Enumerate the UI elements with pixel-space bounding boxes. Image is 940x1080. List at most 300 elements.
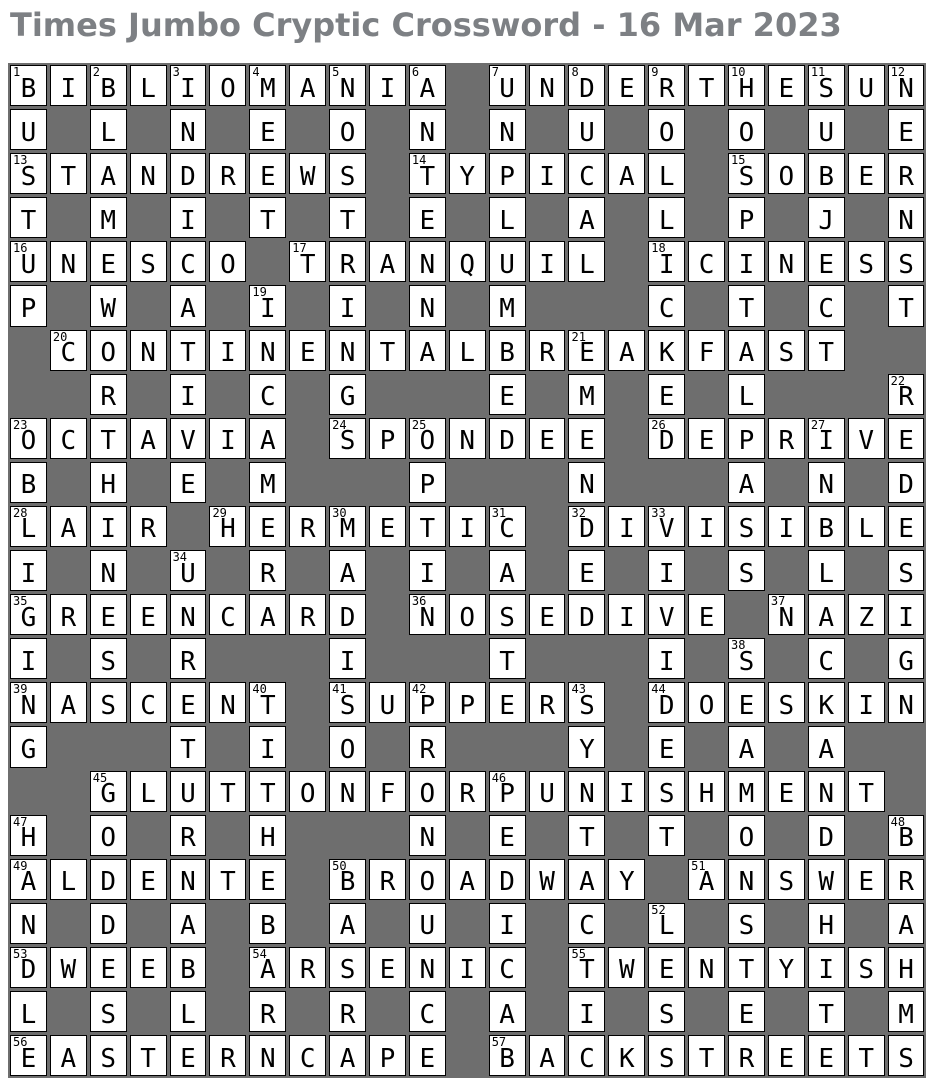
letter-cell-r17c22[interactable] — [848, 771, 885, 812]
letter-cell-r17c12[interactable] — [449, 771, 486, 812]
letter-cell-r19c10[interactable] — [369, 859, 406, 900]
letter-cell-r20c3[interactable] — [90, 903, 127, 944]
letter-cell-r1c3[interactable] — [90, 65, 127, 106]
letter-cell-r11c2[interactable] — [50, 506, 87, 547]
letter-cell-r2c17[interactable] — [648, 109, 685, 150]
letter-cell-r18c21[interactable] — [808, 815, 845, 856]
letter-cell-r6c9[interactable] — [329, 285, 366, 326]
letter-cell-r11c12[interactable] — [449, 506, 486, 547]
letter-cell-r1c22[interactable] — [848, 65, 885, 106]
letter-cell-r9c3[interactable] — [90, 418, 127, 459]
letter-cell-r14c19[interactable] — [728, 638, 765, 679]
letter-cell-r13c16[interactable] — [608, 594, 645, 635]
letter-cell-r8c5[interactable] — [170, 374, 207, 415]
letter-cell-r11c13[interactable] — [489, 506, 526, 547]
letter-cell-r22c13[interactable] — [489, 991, 526, 1032]
letter-cell-r13c17[interactable] — [648, 594, 685, 635]
letter-cell-r22c3[interactable] — [90, 991, 127, 1032]
letter-cell-r19c4[interactable] — [130, 859, 167, 900]
letter-cell-r12c5[interactable] — [170, 550, 207, 591]
letter-cell-r23c13[interactable] — [489, 1035, 526, 1076]
letter-cell-r14c23[interactable] — [888, 638, 925, 679]
letter-cell-r15c7[interactable] — [249, 682, 286, 723]
letter-cell-r4c7[interactable] — [249, 197, 286, 238]
letter-cell-r23c17[interactable] — [648, 1035, 685, 1076]
letter-cell-r7c15[interactable] — [568, 330, 605, 371]
letter-cell-r23c18[interactable] — [688, 1035, 725, 1076]
letter-cell-r15c5[interactable] — [170, 682, 207, 723]
letter-cell-r3c17[interactable] — [648, 153, 685, 194]
letter-cell-r23c8[interactable] — [289, 1035, 326, 1076]
letter-cell-r23c4[interactable] — [130, 1035, 167, 1076]
letter-cell-r19c14[interactable] — [529, 859, 566, 900]
letter-cell-r4c13[interactable] — [489, 197, 526, 238]
letter-cell-r23c19[interactable] — [728, 1035, 765, 1076]
letter-cell-r7c16[interactable] — [608, 330, 645, 371]
letter-cell-r2c9[interactable] — [329, 109, 366, 150]
letter-cell-r1c19[interactable] — [728, 65, 765, 106]
letter-cell-r19c12[interactable] — [449, 859, 486, 900]
letter-cell-r9c18[interactable] — [688, 418, 725, 459]
letter-cell-r13c12[interactable] — [449, 594, 486, 635]
letter-cell-r1c23[interactable] — [888, 65, 925, 106]
letter-cell-r9c6[interactable] — [209, 418, 246, 459]
letter-cell-r13c9[interactable] — [329, 594, 366, 635]
letter-cell-r21c17[interactable] — [648, 947, 685, 988]
letter-cell-r15c19[interactable] — [728, 682, 765, 723]
letter-cell-r18c15[interactable] — [568, 815, 605, 856]
letter-cell-r12c19[interactable] — [728, 550, 765, 591]
letter-cell-r7c7[interactable] — [249, 330, 286, 371]
letter-cell-r20c21[interactable] — [808, 903, 845, 944]
letter-cell-r7c19[interactable] — [728, 330, 765, 371]
letter-cell-r7c4[interactable] — [130, 330, 167, 371]
letter-cell-r22c1[interactable] — [10, 991, 47, 1032]
letter-cell-r11c19[interactable] — [728, 506, 765, 547]
letter-cell-r15c22[interactable] — [848, 682, 885, 723]
letter-cell-r8c23[interactable] — [888, 374, 925, 415]
letter-cell-r11c6[interactable] — [209, 506, 246, 547]
letter-cell-r12c11[interactable] — [409, 550, 446, 591]
letter-cell-r18c11[interactable] — [409, 815, 446, 856]
letter-cell-r10c11[interactable] — [409, 462, 446, 503]
letter-cell-r9c19[interactable] — [728, 418, 765, 459]
letter-cell-r7c8[interactable] — [289, 330, 326, 371]
letter-cell-r9c13[interactable] — [489, 418, 526, 459]
letter-cell-r1c14[interactable] — [529, 65, 566, 106]
letter-cell-r10c3[interactable] — [90, 462, 127, 503]
letter-cell-r7c11[interactable] — [409, 330, 446, 371]
letter-cell-r15c1[interactable] — [10, 682, 47, 723]
letter-cell-r15c2[interactable] — [50, 682, 87, 723]
letter-cell-r3c19[interactable] — [728, 153, 765, 194]
letter-cell-r1c4[interactable] — [130, 65, 167, 106]
letter-cell-r3c14[interactable] — [529, 153, 566, 194]
letter-cell-r23c1[interactable] — [10, 1035, 47, 1076]
letter-cell-r5c2[interactable] — [50, 241, 87, 282]
letter-cell-r11c10[interactable] — [369, 506, 406, 547]
letter-cell-r5c23[interactable] — [888, 241, 925, 282]
letter-cell-r13c22[interactable] — [848, 594, 885, 635]
letter-cell-r11c21[interactable] — [808, 506, 845, 547]
letter-cell-r1c5[interactable] — [170, 65, 207, 106]
letter-cell-r17c11[interactable] — [409, 771, 446, 812]
letter-cell-r21c11[interactable] — [409, 947, 446, 988]
letter-cell-r1c17[interactable] — [648, 65, 685, 106]
letter-cell-r7c2[interactable] — [50, 330, 87, 371]
letter-cell-r4c15[interactable] — [568, 197, 605, 238]
letter-cell-r5c17[interactable] — [648, 241, 685, 282]
letter-cell-r10c15[interactable] — [568, 462, 605, 503]
letter-cell-r9c22[interactable] — [848, 418, 885, 459]
letter-cell-r16c15[interactable] — [568, 726, 605, 767]
letter-cell-r19c7[interactable] — [249, 859, 286, 900]
letter-cell-r2c15[interactable] — [568, 109, 605, 150]
letter-cell-r21c18[interactable] — [688, 947, 725, 988]
letter-cell-r20c9[interactable] — [329, 903, 366, 944]
letter-cell-r17c6[interactable] — [209, 771, 246, 812]
letter-cell-r11c4[interactable] — [130, 506, 167, 547]
letter-cell-r4c1[interactable] — [10, 197, 47, 238]
letter-cell-r5c5[interactable] — [170, 241, 207, 282]
letter-cell-r19c23[interactable] — [888, 859, 925, 900]
letter-cell-r23c5[interactable] — [170, 1035, 207, 1076]
letter-cell-r6c17[interactable] — [648, 285, 685, 326]
letter-cell-r5c13[interactable] — [489, 241, 526, 282]
letter-cell-r5c20[interactable] — [768, 241, 805, 282]
letter-cell-r5c3[interactable] — [90, 241, 127, 282]
letter-cell-r12c1[interactable] — [10, 550, 47, 591]
letter-cell-r9c4[interactable] — [130, 418, 167, 459]
letter-cell-r12c13[interactable] — [489, 550, 526, 591]
letter-cell-r13c1[interactable] — [10, 594, 47, 635]
letter-cell-r9c14[interactable] — [529, 418, 566, 459]
letter-cell-r18c1[interactable] — [10, 815, 47, 856]
letter-cell-r16c1[interactable] — [10, 726, 47, 767]
letter-cell-r2c13[interactable] — [489, 109, 526, 150]
letter-cell-r15c10[interactable] — [369, 682, 406, 723]
letter-cell-r5c14[interactable] — [529, 241, 566, 282]
letter-cell-r3c5[interactable] — [170, 153, 207, 194]
letter-cell-r2c11[interactable] — [409, 109, 446, 150]
letter-cell-r3c9[interactable] — [329, 153, 366, 194]
letter-cell-r15c21[interactable] — [808, 682, 845, 723]
letter-cell-r15c6[interactable] — [209, 682, 246, 723]
letter-cell-r5c21[interactable] — [808, 241, 845, 282]
letter-cell-r13c13[interactable] — [489, 594, 526, 635]
letter-cell-r1c20[interactable] — [768, 65, 805, 106]
letter-cell-r11c11[interactable] — [409, 506, 446, 547]
letter-cell-r15c20[interactable] — [768, 682, 805, 723]
letter-cell-r10c7[interactable] — [249, 462, 286, 503]
letter-cell-r21c15[interactable] — [568, 947, 605, 988]
letter-cell-r21c20[interactable] — [768, 947, 805, 988]
letter-cell-r9c12[interactable] — [449, 418, 486, 459]
letter-cell-r22c21[interactable] — [808, 991, 845, 1032]
letter-cell-r18c13[interactable] — [489, 815, 526, 856]
letter-cell-r2c23[interactable] — [888, 109, 925, 150]
letter-cell-r21c22[interactable] — [848, 947, 885, 988]
letter-cell-r9c10[interactable] — [369, 418, 406, 459]
letter-cell-r9c1[interactable] — [10, 418, 47, 459]
letter-cell-r15c17[interactable] — [648, 682, 685, 723]
letter-cell-r9c9[interactable] — [329, 418, 366, 459]
letter-cell-r14c1[interactable] — [10, 638, 47, 679]
letter-cell-r12c15[interactable] — [568, 550, 605, 591]
letter-cell-r18c23[interactable] — [888, 815, 925, 856]
letter-cell-r11c3[interactable] — [90, 506, 127, 547]
letter-cell-r5c1[interactable] — [10, 241, 47, 282]
letter-cell-r20c1[interactable] — [10, 903, 47, 944]
letter-cell-r1c7[interactable] — [249, 65, 286, 106]
letter-cell-r5c22[interactable] — [848, 241, 885, 282]
letter-cell-r15c12[interactable] — [449, 682, 486, 723]
letter-cell-r23c11[interactable] — [409, 1035, 446, 1076]
letter-cell-r6c3[interactable] — [90, 285, 127, 326]
letter-cell-r14c5[interactable] — [170, 638, 207, 679]
letter-cell-r17c8[interactable] — [289, 771, 326, 812]
letter-cell-r21c9[interactable] — [329, 947, 366, 988]
letter-cell-r5c6[interactable] — [209, 241, 246, 282]
letter-cell-r3c15[interactable] — [568, 153, 605, 194]
letter-cell-r9c7[interactable] — [249, 418, 286, 459]
letter-cell-r7c12[interactable] — [449, 330, 486, 371]
letter-cell-r13c4[interactable] — [130, 594, 167, 635]
letter-cell-r22c23[interactable] — [888, 991, 925, 1032]
letter-cell-r16c11[interactable] — [409, 726, 446, 767]
letter-cell-r9c15[interactable] — [568, 418, 605, 459]
letter-cell-r20c11[interactable] — [409, 903, 446, 944]
letter-cell-r6c13[interactable] — [489, 285, 526, 326]
letter-cell-r4c9[interactable] — [329, 197, 366, 238]
letter-cell-r3c20[interactable] — [768, 153, 805, 194]
letter-cell-r15c9[interactable] — [329, 682, 366, 723]
letter-cell-r1c15[interactable] — [568, 65, 605, 106]
letter-cell-r23c23[interactable] — [888, 1035, 925, 1076]
letter-cell-r15c3[interactable] — [90, 682, 127, 723]
letter-cell-r6c11[interactable] — [409, 285, 446, 326]
letter-cell-r13c5[interactable] — [170, 594, 207, 635]
letter-cell-r21c8[interactable] — [289, 947, 326, 988]
letter-cell-r10c1[interactable] — [10, 462, 47, 503]
letter-cell-r14c3[interactable] — [90, 638, 127, 679]
letter-cell-r17c3[interactable] — [90, 771, 127, 812]
letter-cell-r20c15[interactable] — [568, 903, 605, 944]
letter-cell-r4c17[interactable] — [648, 197, 685, 238]
letter-cell-r17c16[interactable] — [608, 771, 645, 812]
letter-cell-r19c16[interactable] — [608, 859, 645, 900]
letter-cell-r17c18[interactable] — [688, 771, 725, 812]
letter-cell-r18c7[interactable] — [249, 815, 286, 856]
letter-cell-r6c23[interactable] — [888, 285, 925, 326]
letter-cell-r13c18[interactable] — [688, 594, 725, 635]
letter-cell-r12c17[interactable] — [648, 550, 685, 591]
letter-cell-r3c23[interactable] — [888, 153, 925, 194]
letter-cell-r7c3[interactable] — [90, 330, 127, 371]
letter-cell-r5c8[interactable] — [289, 241, 326, 282]
letter-cell-r15c18[interactable] — [688, 682, 725, 723]
letter-cell-r9c23[interactable] — [888, 418, 925, 459]
letter-cell-r8c17[interactable] — [648, 374, 685, 415]
letter-cell-r2c19[interactable] — [728, 109, 765, 150]
letter-cell-r7c14[interactable] — [529, 330, 566, 371]
letter-cell-r8c9[interactable] — [329, 374, 366, 415]
letter-cell-r17c21[interactable] — [808, 771, 845, 812]
letter-cell-r4c23[interactable] — [888, 197, 925, 238]
letter-cell-r3c7[interactable] — [249, 153, 286, 194]
letter-cell-r19c18[interactable] — [688, 859, 725, 900]
letter-cell-r2c5[interactable] — [170, 109, 207, 150]
letter-cell-r2c21[interactable] — [808, 109, 845, 150]
letter-cell-r17c7[interactable] — [249, 771, 286, 812]
letter-cell-r6c1[interactable] — [10, 285, 47, 326]
letter-cell-r23c3[interactable] — [90, 1035, 127, 1076]
letter-cell-r7c10[interactable] — [369, 330, 406, 371]
letter-cell-r6c19[interactable] — [728, 285, 765, 326]
letter-cell-r16c5[interactable] — [170, 726, 207, 767]
letter-cell-r9c5[interactable] — [170, 418, 207, 459]
letter-cell-r11c22[interactable] — [848, 506, 885, 547]
letter-cell-r10c23[interactable] — [888, 462, 925, 503]
letter-cell-r3c11[interactable] — [409, 153, 446, 194]
letter-cell-r2c1[interactable] — [10, 109, 47, 150]
letter-cell-r13c21[interactable] — [808, 594, 845, 635]
letter-cell-r13c7[interactable] — [249, 594, 286, 635]
letter-cell-r9c20[interactable] — [768, 418, 805, 459]
letter-cell-r11c15[interactable] — [568, 506, 605, 547]
letter-cell-r5c10[interactable] — [369, 241, 406, 282]
letter-cell-r21c4[interactable] — [130, 947, 167, 988]
letter-cell-r23c14[interactable] — [529, 1035, 566, 1076]
letter-cell-r19c9[interactable] — [329, 859, 366, 900]
letter-cell-r18c19[interactable] — [728, 815, 765, 856]
letter-cell-r11c8[interactable] — [289, 506, 326, 547]
letter-cell-r23c6[interactable] — [209, 1035, 246, 1076]
letter-cell-r11c23[interactable] — [888, 506, 925, 547]
letter-cell-r13c2[interactable] — [50, 594, 87, 635]
letter-cell-r8c15[interactable] — [568, 374, 605, 415]
letter-cell-r17c17[interactable] — [648, 771, 685, 812]
letter-cell-r1c16[interactable] — [608, 65, 645, 106]
letter-cell-r23c2[interactable] — [50, 1035, 87, 1076]
letter-cell-r15c23[interactable] — [888, 682, 925, 723]
letter-cell-r1c9[interactable] — [329, 65, 366, 106]
letter-cell-r22c15[interactable] — [568, 991, 605, 1032]
letter-cell-r17c5[interactable] — [170, 771, 207, 812]
letter-cell-r7c5[interactable] — [170, 330, 207, 371]
letter-cell-r5c11[interactable] — [409, 241, 446, 282]
letter-cell-r19c11[interactable] — [409, 859, 446, 900]
letter-cell-r13c3[interactable] — [90, 594, 127, 635]
letter-cell-r15c13[interactable] — [489, 682, 526, 723]
letter-cell-r8c13[interactable] — [489, 374, 526, 415]
letter-cell-r7c20[interactable] — [768, 330, 805, 371]
letter-cell-r19c13[interactable] — [489, 859, 526, 900]
letter-cell-r18c5[interactable] — [170, 815, 207, 856]
letter-cell-r19c1[interactable] — [10, 859, 47, 900]
letter-cell-r1c2[interactable] — [50, 65, 87, 106]
letter-cell-r17c10[interactable] — [369, 771, 406, 812]
letter-cell-r5c19[interactable] — [728, 241, 765, 282]
letter-cell-r21c5[interactable] — [170, 947, 207, 988]
letter-cell-r21c3[interactable] — [90, 947, 127, 988]
letter-cell-r16c9[interactable] — [329, 726, 366, 767]
letter-cell-r5c18[interactable] — [688, 241, 725, 282]
letter-cell-r23c10[interactable] — [369, 1035, 406, 1076]
letter-cell-r16c7[interactable] — [249, 726, 286, 767]
letter-cell-r20c5[interactable] — [170, 903, 207, 944]
letter-cell-r12c3[interactable] — [90, 550, 127, 591]
letter-cell-r1c21[interactable] — [808, 65, 845, 106]
letter-cell-r23c16[interactable] — [608, 1035, 645, 1076]
letter-cell-r19c5[interactable] — [170, 859, 207, 900]
letter-cell-r19c22[interactable] — [848, 859, 885, 900]
letter-cell-r22c19[interactable] — [728, 991, 765, 1032]
letter-cell-r9c21[interactable] — [808, 418, 845, 459]
letter-cell-r23c9[interactable] — [329, 1035, 366, 1076]
letter-cell-r4c21[interactable] — [808, 197, 845, 238]
letter-cell-r16c17[interactable] — [648, 726, 685, 767]
letter-cell-r20c23[interactable] — [888, 903, 925, 944]
letter-cell-r1c11[interactable] — [409, 65, 446, 106]
letter-cell-r16c21[interactable] — [808, 726, 845, 767]
letter-cell-r7c9[interactable] — [329, 330, 366, 371]
letter-cell-r23c15[interactable] — [568, 1035, 605, 1076]
letter-cell-r5c12[interactable] — [449, 241, 486, 282]
letter-cell-r23c22[interactable] — [848, 1035, 885, 1076]
letter-cell-r9c17[interactable] — [648, 418, 685, 459]
letter-cell-r21c12[interactable] — [449, 947, 486, 988]
letter-cell-r7c17[interactable] — [648, 330, 685, 371]
letter-cell-r17c4[interactable] — [130, 771, 167, 812]
letter-cell-r19c21[interactable] — [808, 859, 845, 900]
letter-cell-r11c7[interactable] — [249, 506, 286, 547]
letter-cell-r7c6[interactable] — [209, 330, 246, 371]
letter-cell-r12c21[interactable] — [808, 550, 845, 591]
letter-cell-r10c19[interactable] — [728, 462, 765, 503]
letter-cell-r6c5[interactable] — [170, 285, 207, 326]
letter-cell-r3c3[interactable] — [90, 153, 127, 194]
letter-cell-r4c11[interactable] — [409, 197, 446, 238]
letter-cell-r21c1[interactable] — [10, 947, 47, 988]
letter-cell-r17c19[interactable] — [728, 771, 765, 812]
letter-cell-r12c23[interactable] — [888, 550, 925, 591]
letter-cell-r15c4[interactable] — [130, 682, 167, 723]
letter-cell-r7c18[interactable] — [688, 330, 725, 371]
letter-cell-r3c22[interactable] — [848, 153, 885, 194]
letter-cell-r15c15[interactable] — [568, 682, 605, 723]
letter-cell-r21c23[interactable] — [888, 947, 925, 988]
letter-cell-r9c2[interactable] — [50, 418, 87, 459]
letter-cell-r5c15[interactable] — [568, 241, 605, 282]
letter-cell-r3c12[interactable] — [449, 153, 486, 194]
letter-cell-r17c20[interactable] — [768, 771, 805, 812]
letter-cell-r1c13[interactable] — [489, 65, 526, 106]
letter-cell-r16c19[interactable] — [728, 726, 765, 767]
letter-cell-r18c3[interactable] — [90, 815, 127, 856]
letter-cell-r8c3[interactable] — [90, 374, 127, 415]
letter-cell-r19c3[interactable] — [90, 859, 127, 900]
letter-cell-r11c20[interactable] — [768, 506, 805, 547]
letter-cell-r14c17[interactable] — [648, 638, 685, 679]
letter-cell-r4c19[interactable] — [728, 197, 765, 238]
letter-cell-r19c19[interactable] — [728, 859, 765, 900]
letter-cell-r2c3[interactable] — [90, 109, 127, 150]
letter-cell-r14c9[interactable] — [329, 638, 366, 679]
letter-cell-r21c7[interactable] — [249, 947, 286, 988]
letter-cell-r22c11[interactable] — [409, 991, 446, 1032]
letter-cell-r19c6[interactable] — [209, 859, 246, 900]
